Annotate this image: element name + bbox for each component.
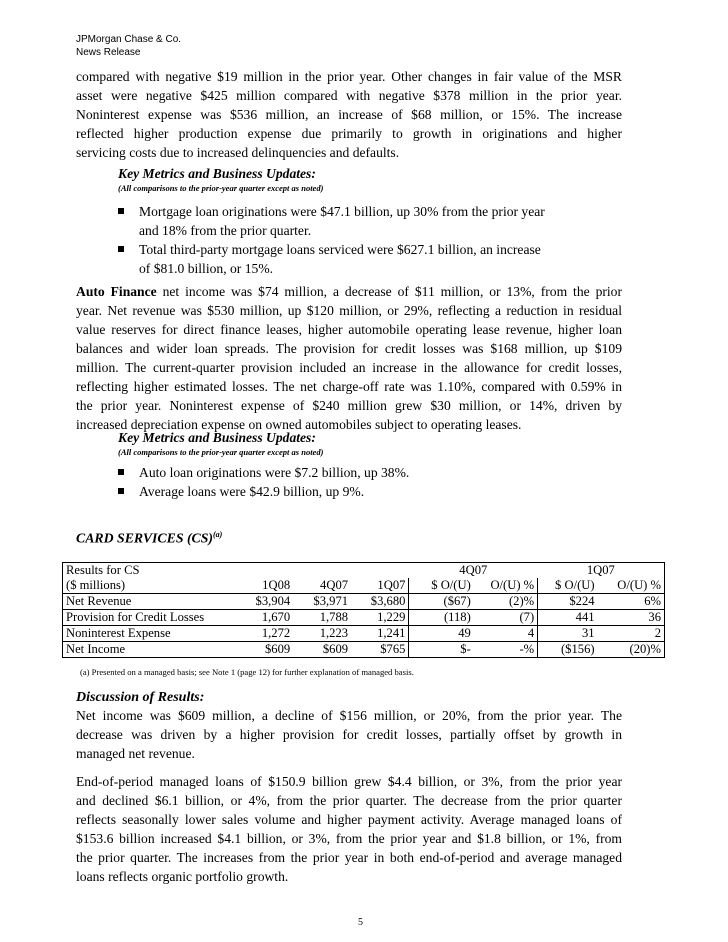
section-title: CARD SERVICES (CS) [76, 530, 214, 546]
bullet-text: Total third-party mortgage loans serviced were $627.1 billion, an increase [139, 242, 541, 257]
table-cell: $609 [230, 642, 293, 658]
table-title: Results for CS [66, 563, 140, 577]
column-header: $ O/(U) [538, 578, 598, 594]
row-label: Net Revenue [63, 594, 231, 610]
auto-finance-paragraph [76, 282, 622, 434]
table-cell: ($156) [538, 642, 598, 658]
bullet-icon [118, 208, 124, 214]
text-line: decrease was driven by a higher provision for credit losses, partially offset by growth in [76, 727, 622, 742]
table-cell: (7) [474, 610, 538, 626]
table-cell: 4 [474, 626, 538, 642]
table-cell: $3,904 [230, 594, 293, 610]
text-line [76, 282, 622, 301]
results-table [62, 562, 665, 658]
text-line: balances and wider loan spreads. The provision for credit losses was $168 million, up $109 [76, 341, 622, 356]
bullet-text: Average loans were $42.9 billion, up 9%. [139, 484, 365, 499]
bullet-icon [118, 469, 124, 475]
table-header-row [63, 578, 665, 594]
table-row [63, 594, 665, 610]
text-line: the prior quarter. The increases from the prior year in both end-of-period and average managed [76, 850, 622, 865]
text-line: reflected higher production expense due primarily to growth in originations and higher [76, 126, 622, 141]
table-cell: 1,241 [351, 626, 409, 642]
table-cell: 31 [538, 626, 598, 642]
column-header: 1Q08 [262, 578, 291, 592]
table-cell: 49 [409, 626, 474, 642]
bullet-text: Mortgage loan originations were $47.1 billion, up 30% from the prior year [139, 204, 545, 219]
table-cell: $3,680 [351, 594, 409, 610]
table-cell: 36 [598, 610, 665, 626]
bullet-text: of $81.0 billion, or 15%. [139, 261, 274, 276]
table-cell: 1,223 [293, 626, 351, 642]
table-row [63, 642, 665, 658]
text-line: Noninterest expense was $536 million, an increase of $68 million, or 15%. The increase [76, 107, 622, 122]
text-line: value reserves for direct finance leases, higher automobile operating lease revenue, higher loan [76, 322, 622, 337]
table-cell: $- [409, 642, 474, 658]
discussion-paragraph [76, 706, 622, 763]
table-cell: -% [474, 642, 538, 658]
group-header-4q07: 4Q07 [459, 563, 488, 577]
text-line: reflecting higher estimated losses. The net charge-off rate was 1.10%, compared with 0.59% in [76, 379, 622, 394]
text-line: $153.6 billion increased $4.1 billion, or 3%, from the prior year and $1.8 billion, or 1%, from [76, 831, 622, 846]
table-footnote: (a) Presented on a managed basis; see Note 1 (page 12) for further explanation of managed basis. [80, 667, 414, 677]
text-line: managed net revenue. [76, 746, 195, 761]
key-metrics-subtitle: (All comparisons to the prior-year quarter except as noted) [118, 183, 324, 193]
table-cell: 1,788 [293, 610, 351, 626]
row-label: Provision for Credit Losses [63, 610, 231, 626]
mortgage-paragraph [76, 67, 622, 162]
table-cell: 1,272 [230, 626, 293, 642]
table-cell: 6% [598, 594, 665, 610]
units-label: ($ millions) [66, 578, 126, 592]
table-cell: $609 [293, 642, 351, 658]
bullet-text: and 18% from the prior quarter. [139, 223, 312, 238]
company-name: JPMorgan Chase & Co. [76, 34, 182, 45]
table-cell: 441 [538, 610, 598, 626]
text-line: asset were negative $425 million compared with negative $378 million in the prior year. [76, 88, 622, 103]
table-cell: 1,670 [230, 610, 293, 626]
document-type: News Release [76, 47, 141, 58]
section-heading [76, 530, 222, 547]
text-line: End-of-period managed loans of $150.9 billion grew $4.4 billion, or 3%, from the prior year [76, 774, 622, 789]
text-line: loans reflects organic portfolio growth. [76, 869, 289, 884]
bullet-icon [118, 246, 124, 252]
table-cell: (118) [409, 610, 474, 626]
text-line: the prior year. Noninterest expense of $240 million grew $30 million, or 14%, driven by [76, 398, 622, 413]
key-metrics-title: Key Metrics and Business Updates: [118, 430, 316, 445]
page-number: 5 [358, 917, 363, 928]
section-footnote-ref: (a) [213, 530, 223, 539]
text-line: Net income was $609 million, a decline of $156 million, or 20%, from the prior year. The [76, 708, 622, 723]
table-cell: $765 [351, 642, 409, 658]
column-header: O/(U) % [490, 578, 535, 592]
text-line: compared with negative $19 million in the prior year. Other changes in fair value of the MSR [76, 69, 622, 84]
table-cell: $3,971 [293, 594, 351, 610]
column-header: $ O/(U) [409, 578, 474, 594]
table-cell: 1,229 [351, 610, 409, 626]
text-line-rest: net income was $74 million, a decrease of $11 million, or 13%, from the prior [156, 284, 622, 299]
row-label: Net Income [63, 642, 231, 658]
table-cell: ($67) [409, 594, 474, 610]
text-line: servicing costs due to increased delinquencies and defaults. [76, 145, 400, 160]
text-line: increased depreciation expense on owned automobiles subject to operating leases. [76, 417, 522, 432]
key-metrics-subtitle: (All comparisons to the prior-year quarter except as noted) [118, 447, 324, 457]
column-header: 1Q07 [377, 578, 406, 592]
table-row [63, 610, 665, 626]
key-metrics-title: Key Metrics and Business Updates: [118, 166, 316, 181]
text-line: year. Net revenue was $530 million, up $120 million, or 29%, reflecting a reduction in residual [76, 303, 622, 318]
text-line: and declined $6.1 billion, or 4%, from the prior quarter. The decrease from the prior quarter [76, 793, 622, 808]
table-cell: (20)% [598, 642, 665, 658]
discussion-heading: Discussion of Results: [76, 690, 205, 705]
bullet-text: Auto loan originations were $7.2 billion, up 38%. [139, 465, 410, 480]
bullet-icon [118, 488, 124, 494]
group-header-1q07: 1Q07 [586, 563, 615, 577]
discussion-paragraph [76, 772, 622, 886]
table-row [63, 626, 665, 642]
column-header: O/(U) % [617, 578, 661, 592]
column-header: 4Q07 [320, 578, 349, 592]
table-cell: 2 [598, 626, 665, 642]
text-line: reflects seasonally lower sales volume and higher payment activity. Average managed loans of [76, 812, 622, 827]
row-label: Noninterest Expense [63, 626, 231, 642]
table-cell: (2)% [474, 594, 538, 610]
table-header-row [63, 563, 665, 579]
auto-finance-lead: Auto Finance [76, 284, 157, 299]
text-line: million. The current-quarter provision included an increase in the allowance for credit losses, [76, 360, 622, 375]
table-cell: $224 [538, 594, 598, 610]
